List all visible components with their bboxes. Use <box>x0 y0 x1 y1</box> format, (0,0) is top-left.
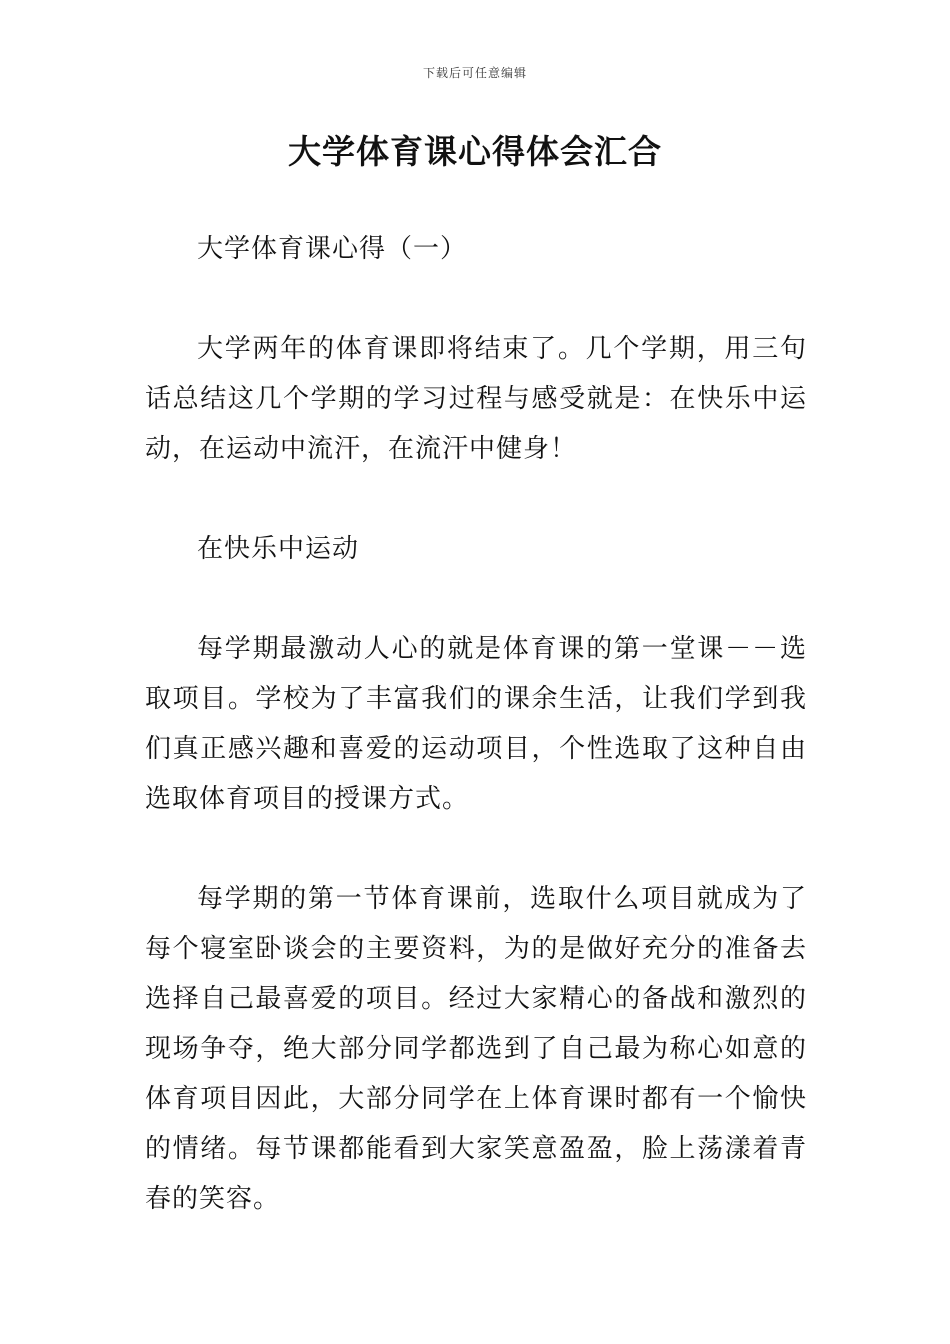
paragraph-2: 每学期最激动人心的就是体育课的第一堂课－－选取项目。学校为了丰富我们的课余生活，让我们学到我们真正感兴趣和喜爱的运动项目，个性选取了这种自由选取体育项目的授课方式。 <box>145 634 807 814</box>
paragraph-3: 每学期的第一节体育课前，选取什么项目就成为了每个寝室卧谈会的主要资料，为的是做好充分的准备去选择自己最喜爱的项目。经过大家精心的备战和激烈的现场争夺，绝大部分同学都选到了自己最为称心如意的体育项目因此，大部分同学在上体育课时都有一个愉快的情绪。每节课都能看到大家笑意盈盈，脸上荡漾着青春的笑容。 <box>145 884 807 1214</box>
header-note: 下载后可任意编辑 <box>422 66 527 80</box>
document-body <box>145 224 807 1224</box>
section-heading: 大学体育课心得（一） <box>197 234 468 264</box>
subheading-happy-exercise: 在快乐中运动 <box>197 534 360 564</box>
document-title: 大学体育课心得体会汇合 <box>288 132 662 171</box>
paragraph-1: 大学两年的体育课即将结束了。几个学期，用三句话总结这几个学期的学习过程与感受就是：在快乐中运动，在运动中流汗，在流汗中健身！ <box>145 334 807 464</box>
